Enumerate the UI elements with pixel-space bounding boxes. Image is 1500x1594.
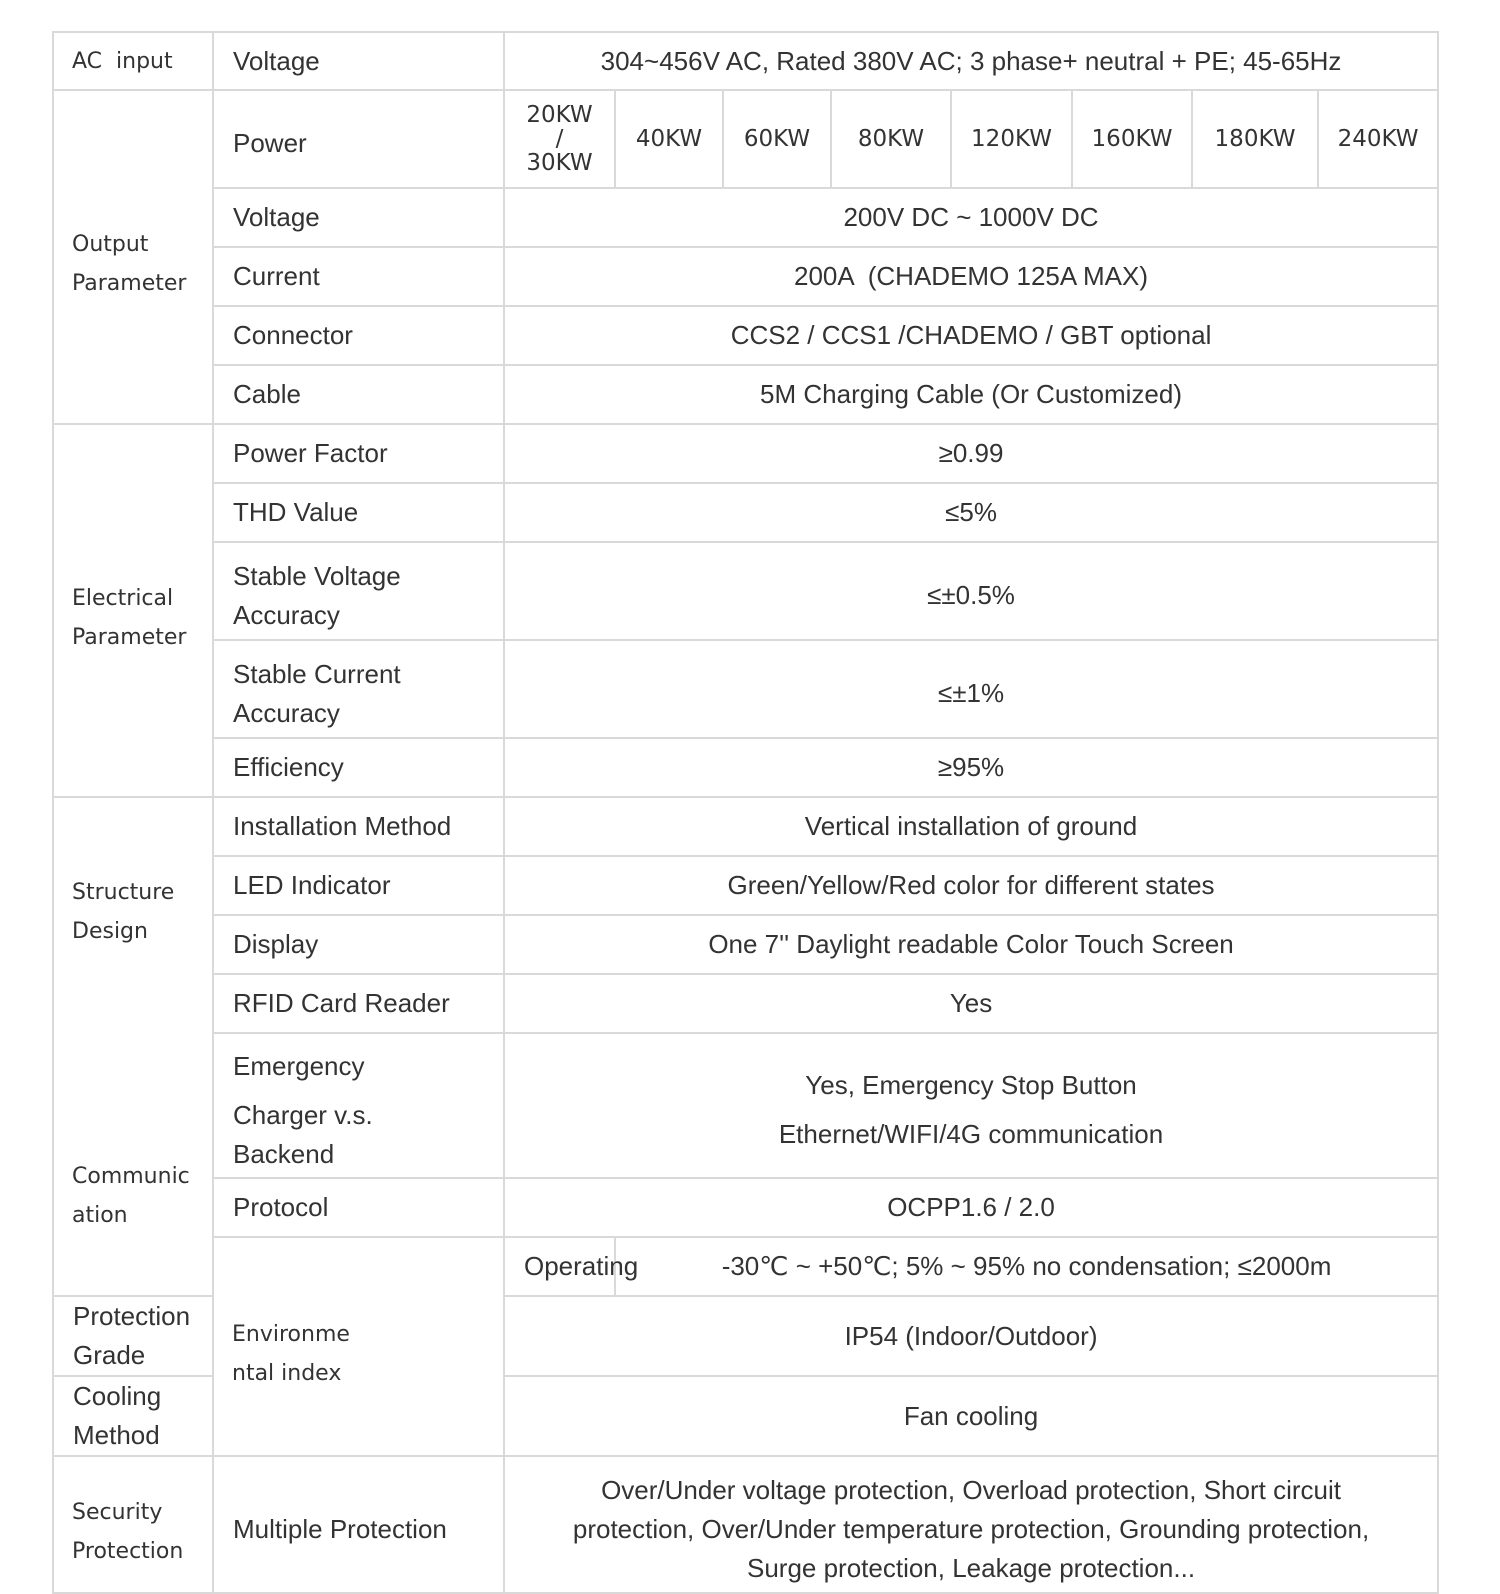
table-row [53, 1033, 1438, 1178]
category-security-protection [53, 1456, 213, 1593]
category-electrical-parameter [53, 424, 213, 797]
category-label: Environme [232, 1321, 350, 1347]
param-label: Display [213, 915, 504, 974]
param-label: Cable [213, 365, 504, 424]
power-option: 80KW [831, 90, 951, 188]
category-structure-design [53, 797, 213, 1296]
power-option: 180KW [1192, 90, 1318, 188]
param-label-line: Backend [233, 1138, 335, 1169]
param-label: Protocol [213, 1178, 504, 1237]
category-output-parameter [53, 90, 213, 424]
param-value: ≤5% [504, 483, 1438, 542]
category-label: ntal index [232, 1360, 342, 1386]
param-label: Power [213, 90, 504, 188]
category-label: Design [72, 918, 148, 944]
param-label [213, 542, 504, 640]
param-value: CCS2 / CCS1 /CHADEMO / GBT optional [504, 306, 1438, 365]
power-option-cell [504, 90, 615, 188]
param-label [213, 640, 504, 738]
category-ac-input [53, 32, 213, 90]
param-value: ≤±0.5% [504, 542, 1438, 640]
param-value: One 7'' Daylight readable Color Touch Screen [504, 915, 1438, 974]
param-label-line: Stable Current [233, 658, 401, 689]
power-option: 20KW [526, 102, 593, 128]
param-label-line: Emergency [233, 1050, 365, 1081]
param-label: Cooling Method [53, 1376, 213, 1456]
param-value: IP54 (Indoor/Outdoor) [504, 1296, 1438, 1376]
param-label: Operating [504, 1237, 615, 1296]
param-value: -30℃ ~ +50℃; 5% ~ 95% no condensation; ≤2000m [615, 1237, 1438, 1296]
param-label: Connector [213, 306, 504, 365]
param-value: Vertical installation of ground [504, 797, 1438, 856]
table-row [53, 1456, 1438, 1593]
param-value: Fan cooling [504, 1376, 1438, 1456]
param-label: Protection Grade [53, 1296, 213, 1376]
power-option: 30KW [526, 150, 593, 176]
param-value [504, 1456, 1438, 1593]
param-value: 5M Charging Cable (Or Customized) [504, 365, 1438, 424]
table-row [53, 915, 1438, 974]
table-row [53, 365, 1438, 424]
param-label: Efficiency [213, 738, 504, 797]
param-value [504, 1033, 1438, 1178]
param-value: 200A (CHADEMO 125A MAX) [504, 247, 1438, 306]
power-option: 40KW [615, 90, 723, 188]
param-value: ≤±1% [504, 640, 1438, 738]
param-label: Voltage [213, 32, 504, 90]
category-label: Protection [72, 1538, 184, 1564]
category-label: Communic [72, 1163, 190, 1189]
table-row [53, 306, 1438, 365]
param-label: Voltage [213, 188, 504, 247]
param-label: Multiple Protection [213, 1456, 504, 1593]
table-row [53, 1178, 1438, 1237]
param-value-line: protection, Over/Under temperature protection, Grounding protection, [572, 1513, 1370, 1544]
table-row [53, 542, 1438, 640]
category-label: Output [72, 232, 149, 257]
param-value-line: Yes, Emergency Stop Button [805, 1070, 1137, 1100]
param-label: Installation Method [213, 797, 504, 856]
param-value: Green/Yellow/Red color for different states [504, 856, 1438, 915]
param-value: OCPP1.6 / 2.0 [504, 1178, 1438, 1237]
param-label [213, 1033, 504, 1178]
category-label: ation [72, 1202, 128, 1228]
param-value: Yes [504, 974, 1438, 1033]
power-option: 240KW [1318, 90, 1438, 188]
power-option: 60KW [723, 90, 831, 188]
table-row [53, 424, 1438, 483]
param-label: Power Factor [213, 424, 504, 483]
category-label: Parameter [72, 624, 187, 650]
table-row [53, 1237, 1438, 1296]
param-value: ≥0.99 [504, 424, 1438, 483]
param-value-line: Over/Under voltage protection, Overload protection, Short circuit [601, 1474, 1341, 1505]
table-row [53, 188, 1438, 247]
param-label: LED Indicator [213, 856, 504, 915]
param-value-line: Ethernet/WIFI/4G communication [778, 1119, 1164, 1149]
category-label: Structure [72, 879, 175, 905]
table-row [53, 974, 1438, 1033]
power-option: 160KW [1072, 90, 1192, 188]
table-row [53, 483, 1438, 542]
table-row [53, 90, 1438, 188]
table-row [53, 32, 1438, 90]
category-label: AC input [72, 48, 173, 74]
param-label-line: Accuracy [233, 599, 340, 630]
param-label-line: Charger v.s. [233, 1099, 373, 1130]
category-label: Electrical [72, 585, 174, 611]
param-value: 304~456V AC, Rated 380V AC; 3 phase+ neutral + PE; 45-65Hz [504, 32, 1438, 90]
param-value: ≥95% [504, 738, 1438, 797]
table-row [53, 640, 1438, 738]
param-label: Current [213, 247, 504, 306]
category-label: Parameter [72, 271, 187, 296]
param-label-line: Stable Voltage [233, 560, 401, 591]
table-row [53, 797, 1438, 856]
power-option-separator: / [555, 126, 564, 152]
param-value-line: Surge protection, Leakage protection... [746, 1552, 1196, 1583]
param-value: 200V DC ~ 1000V DC [504, 188, 1438, 247]
table-row [53, 738, 1438, 797]
spec-table [52, 31, 1439, 1594]
param-label-line: Accuracy [233, 697, 340, 728]
category-label: Security [72, 1499, 163, 1525]
power-option: 120KW [951, 90, 1072, 188]
param-label: THD Value [213, 483, 504, 542]
table-row [53, 247, 1438, 306]
param-label: RFID Card Reader [213, 974, 504, 1033]
table-row [53, 856, 1438, 915]
category-environmental-index [213, 1237, 504, 1456]
